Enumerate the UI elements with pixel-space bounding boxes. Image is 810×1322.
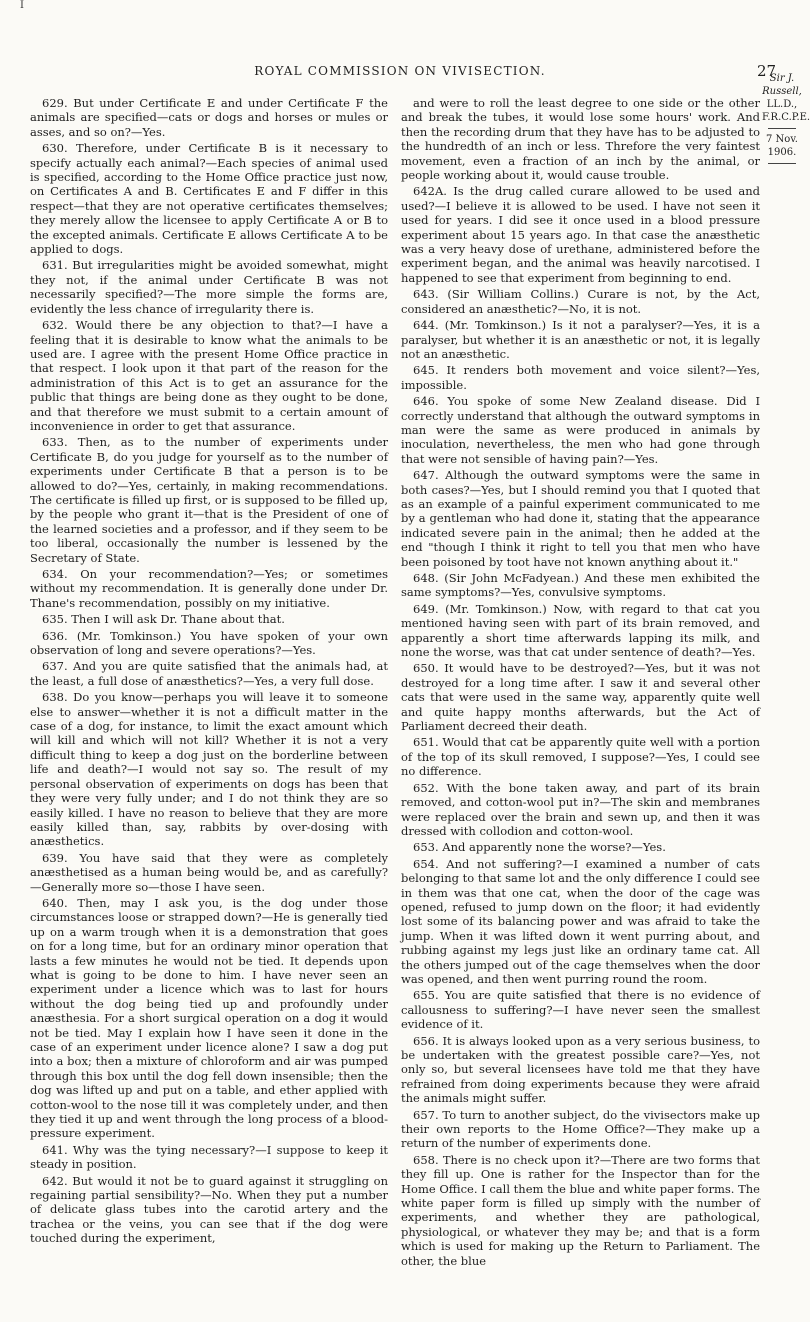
paragraph-631: 631. But irregularities might be avoided somewhat, might they not, if the animal under Certificate B was not necessarily specified?—The more simple the forms are, evidently the less chance of irregularity there is. [30,258,388,316]
witness-date: 7 Nov. 1906. [766,134,798,158]
paragraph-647: 647. Although the outward symptoms were the same in both cases?—Yes, but I should remind you that I quoted that as an example of a painful experiment communicated to me by a gentleman who had done it, stating that the appearance indicated severe pain in the animal; then he added at the end "though I think it right to tell you that men who have been poisoned by toot have not known anything about it." [401,468,760,569]
paragraph-643: 643. (Sir William Collins.) Curare is not, by the Act, considered an anæsthetic?—No, it is not. [401,287,760,316]
page-header [0,0,800,80]
paragraph-641: 641. Why was the tying necessary?—I suppose to keep it steady in position. [30,1142,388,1172]
paragraph-632: 632. Would there be any objection to that?—I have a feeling that it is desirable to know what the animals to be used are. I agree with the present Home Office practice in that respect. I look upon it that part of the reason for the administration of this Act is to get an assurance for the public that things are being done as they ought to be done, and that therefore we must submit to a certain amount of inconvenience in order to get that assurance. [30,318,388,433]
paragraph-658: 658. There is no check upon it?—There are two forms that they fill up. One is rather for the Inspector than for the Home Office. I call them the blue and white paper forms. The white paper form is filled up simply with the number of experiments, and whether they are pathological, physiological, or whatever they may be; and that is a form which is used for making up the Return to Parliament. The other, the blue [401,1152,760,1268]
paragraph-629: 629. But under Certificate E and under Certificate F the animals are specified—cats or dogs and horses or mules or asses, and so on?—Yes. [30,96,388,139]
paragraph-636: 636. (Mr. Tomkinson.) You have spoken of your own observation of long and severe operations?—Yes. [30,628,388,658]
paragraph-654: 654. And not suffering?—I examined a number of cats belonging to that same lot and the only difference I could see in them was that one cat, when the door of the cage was opened, refused to jump down on the floor; it had evidently lost some of its balancing power and was afraid to take the jump. When it was lifted down it went purring about, and rubbing against my legs just like an ordinary tame cat. All the others jumped out of the cage themselves when the door was opened, and then went purring round the room. [401,856,760,986]
paragraph-644: 644. (Mr. Tomkinson.) Is it not a paralyser?—Yes, it is a paralyser, but whether it is an anæsthetic or not, it is legally not an anæsthetic. [401,318,760,361]
paragraph-637: 637. And you are quite satisfied that the animals had, at the least, a full dose of anæsthetics?—Yes, a very full dose. [30,659,388,688]
witness-degree-2: F.R.C.P.E. [762,112,810,123]
witness-degree-1: LL.D., [766,99,798,110]
paragraph-653: 653. And apparently none the worse?—Yes. [413,840,666,855]
side-note-rule [768,128,796,129]
witness-side-note [762,72,810,168]
paragraph-657: 657. To turn to another subject, do the vivisectors make up their own reports to the Home Office?—They make up a return of the number of experiments done. [401,1107,760,1151]
paragraph-652: 652. With the bone taken away, and part of its brain removed, and cotton-wool put in?—The skin and membranes were replaced over the brain and sewn up, and then it was dressed with collodion and cotton-wool. [401,780,760,838]
paragraph-638: 638. Do you know—perhaps you will leave it to someone else to answer—whether it is not a difficult matter in the case of a dog, for instance, to limit the exact amount which will kill and which will not kill? Whether it is not a very difficult thing to keep a dog just on the borderline between life and death?—I would not say so. The result of my personal observation of experiments on dogs has been that they were very fully under; and I do not think they are so easily killed. I have no reason to believe that they are more easily killed than, say, rabbits by over-dosing with anæsthetics. [30,690,388,849]
paragraph-630: 630. Therefore, under Certificate B is it necessary to specify actually each animal?—Each species of animal used is specified, according to the Home Office practice just now, on Certificates A and B. Certificates E and F differ in this respect—that they are not operative certificates themselves; they merely allow the licensee to apply Certificate A or B to the excepted animals. Certificate E allows Certificate A to be applied to dogs. [30,141,388,257]
paragraph-650: 650. It would have to be destroyed?—Yes, but it was not destroyed for a long time after. I saw it and several other cats that were used in the same way, apparently quite well and quite happy months afterwards, but the Act of Parliament decreed their death. [401,661,760,734]
witness-name: Sir J. Russell, [762,73,802,97]
paragraph-655: 655. You are quite satisfied that there is no evidence of callousness to suffering?—I have never seen the smallest evidence of it. [401,988,760,1032]
paragraph-642: 642. But would it not be to guard against it struggling on regaining partial sensibility?—No. When they put a number of delicate glass tubes into the carotid artery and the trachea or the veins, you can see that if the dog were touched during the experiment, [30,1173,388,1246]
paragraph-642a: 642A. Is the drug called curare allowed to be used and used?—I believe it is allowed to be used. I have not seen it used for years. I did see it once used in a blood pressure experiment about 15 years ago. In that case the anæsthetic was a very heavy dose of urethane, administered before the experiment began, and the animal was heavily narcotised. I happened to see that experiment from beginning to end. [401,184,760,285]
paragraph-648: 648. (Sir John McFadyean.) And these men exhibited the same symptoms?—Yes, convulsive symptoms. [401,571,760,600]
paragraph-645: 645. It renders both movement and voice silent?—Yes, impossible. [401,363,760,392]
paragraph-651: 651. Would that cat be apparently quite well with a portion of the top of its skull removed, I suppose?—Yes, I could see no difference. [401,735,760,779]
paragraph-635: 635. Then I will ask Dr. Thane about that. [42,612,285,627]
left-column [30,96,388,1248]
running-title: ROYAL COMMISSION ON VIVISECTION. [254,64,546,78]
paragraph-633: 633. Then, as to the number of experiments under Certificate B, do you judge for yourself as to the number of experiments under Certificate B that a person is to be allowed to do?—Yes, certainly, in making recommendations. The certificate is filled up first, or is supposed to be filled up, by the people who grant it—that is the President of one of the learned societies and a professor, and if they seem to be too liberal, occasionally the number is lessened by the Secretary of State. [30,435,388,565]
page-number: 27 [757,62,777,80]
paragraph-656: 656. It is always looked upon as a very serious business, to be undertaken with the greatest possible care?—Yes, not only so, but several licensees have told me that they have refrained from doing experiments because they were afraid the animals might suffer. [401,1033,760,1106]
side-note-rule-bottom [768,163,796,164]
paragraph-642-continued: and were to roll the least degree to one side or the other and break the tubes, it would lose some hours' work. And then the recording drum that they have has to be adjusted to the hundredth of an inch or less. Threfore the very faintest movement, even a fraction of an inch by the animal, or people working about it, would cause trouble. [401,96,760,183]
paragraph-649: 649. (Mr. Tomkinson.) Now, with regard to that cat you mentioned having seen with part of its brain removed, and apparently a short time afterwards lapping its milk, and none the worse, was that cat under sentence of death?—Yes. [401,601,760,660]
paragraph-640: 640. Then, may I ask you, is the dog under those circumstances loose or strapped down?—He is generally tied up on a warm trough when it is a demonstration that goes on for a long time, but for an ordinary minor operation that lasts a few minutes he would not be tied. It depends upon what is going to be done to him. I have never seen an experiment under a licence which was to last for hours without the dog being tied up and profoundly under anæsthesia. For a short surgical operation on a dog it would not be tied. May I explain how I have seen it done in the case of an experiment under licence alone? I saw a dog put into a box; then a mixture of chloroform and air was pumped through this box until the dog fell down insensible; then the dog was lifted up and put on a table, and ether applied with cotton-wool to the nose till it was completely under, and then they tied it up and went through the long process of a blood-pressure experiment. [30,895,388,1141]
paragraph-634: 634. On your recommendation?—Yes; or sometimes without my recommendation. It is generally done under Dr. Thane's recommendation, possibly on my initiative. [30,567,388,610]
paragraph-646: 646. You spoke of some New Zealand disease. Did I correctly understand that although the outward symptoms in man were the same as were produced in animals by inoculation, nevertheless, the men who had gone through that were not sensible of having pain?—Yes. [401,394,760,466]
paragraph-639: 639. You have said that they were as completely anæsthetised as a human being would be, and as carefully?—Generally more so—those I have seen. [30,850,388,894]
right-column [401,96,760,1270]
top-mark: I [20,0,24,11]
